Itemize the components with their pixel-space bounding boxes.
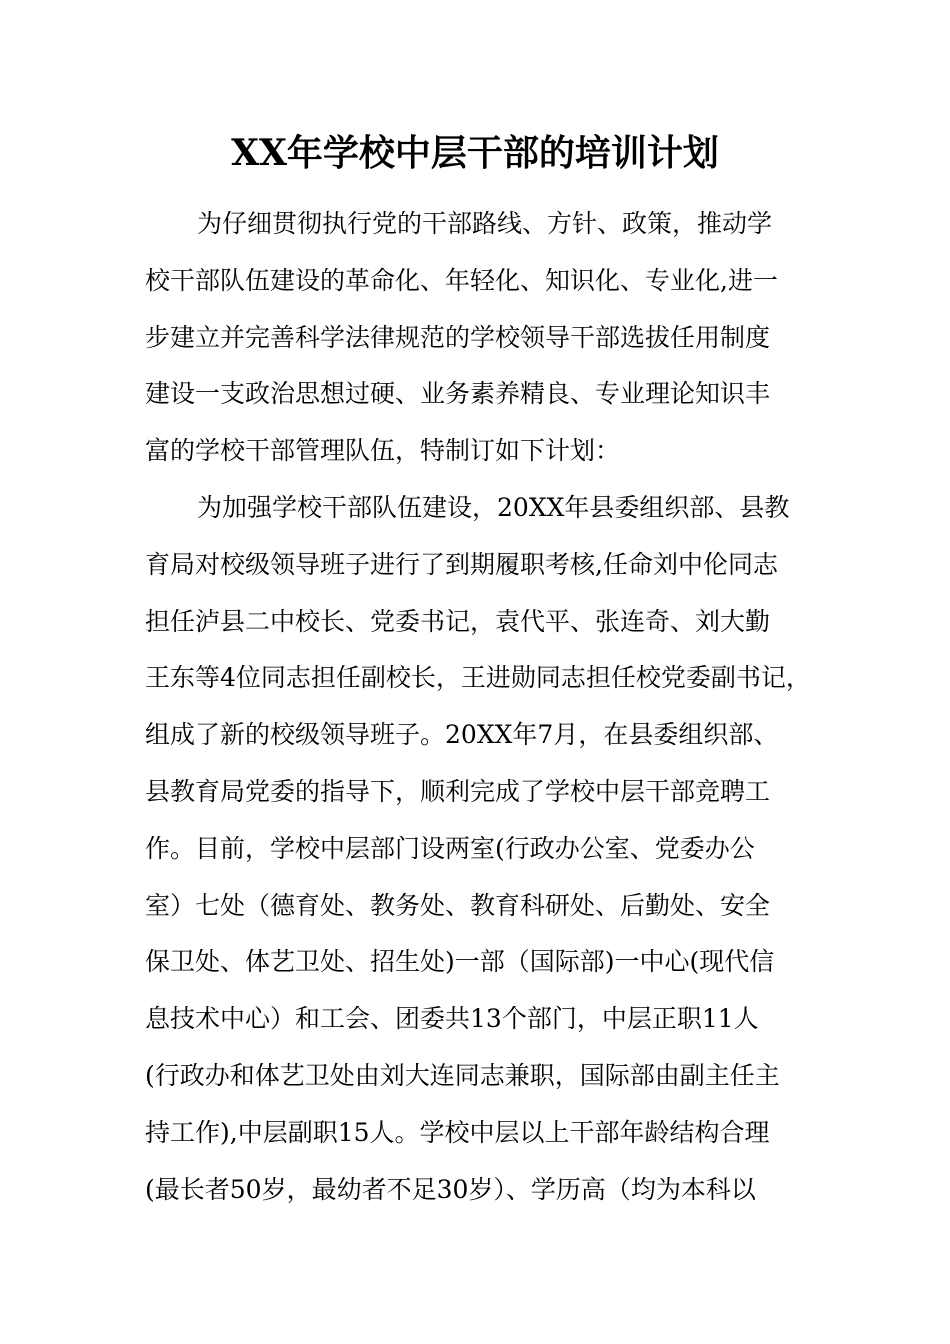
paragraph-line: 室）七处（德育处、教务处、教育科研处、后勤处、安全 xyxy=(145,890,771,920)
paragraph-line: (行政办和体艺卫处由刘大连同志兼职，国际部由副主任主 xyxy=(145,1060,780,1090)
paragraph-line: 担任泸县二中校长、党委书记，袁代平、张连奇、刘大勤 xyxy=(145,606,771,636)
paragraph-line: 息技术中心）和工会、团委共13个部门，中层正职11人 xyxy=(145,1004,759,1034)
paragraph-line: 组成了新的校级领导班子。20XX年7月，在县委组织部、 xyxy=(145,720,779,750)
paragraph-line: 为仔细贯彻执行党的干部路线、方针、政策，推动学 xyxy=(197,209,773,238)
paragraph-2 xyxy=(145,480,815,1218)
paragraph-1 xyxy=(145,196,815,480)
paragraph-line: 持工作),中层副职15人。学校中层以上干部年龄结构合理 xyxy=(145,1117,770,1147)
paragraph-line: 步建立并完善科学法律规范的学校领导干部选拔任用制度 xyxy=(145,322,771,352)
paragraph-line: 县教育局党委的指导下，顺利完成了学校中层干部竞聘工 xyxy=(145,776,771,806)
paragraph-line: 建设一支政治思想过硬、业务素养精良、专业理论知识丰 xyxy=(145,379,771,409)
paragraph-line: 为加强学校干部队伍建设，20XX年县委组织部、县教 xyxy=(197,492,790,522)
document-title: XX年学校中层干部的培训计划 xyxy=(231,132,719,174)
paragraph-line: 保卫处、体艺卫处、招生处)一部（国际部)一中心(现代信 xyxy=(145,947,775,977)
paragraph-line: (最长者50岁，最幼者不足30岁）、学历高（均为本科以 xyxy=(145,1174,756,1204)
paragraph-line: 富的学校干部管理队伍，特制订如下计划： xyxy=(145,436,621,466)
document-body xyxy=(145,196,815,1218)
paragraph-line: 王东等4位同志担任副校长，王进勋同志担任校党委副书记， xyxy=(145,663,811,693)
paragraph-line: 作。目前，学校中层部门设两室(行政办公室、党委办公 xyxy=(145,833,755,863)
paragraph-line: 校干部队伍建设的革命化、年轻化、知识化、专业化,进一 xyxy=(145,265,778,295)
paragraph-line: 育局对校级领导班子进行了到期履职考核,任命刘中伦同志 xyxy=(145,549,778,579)
